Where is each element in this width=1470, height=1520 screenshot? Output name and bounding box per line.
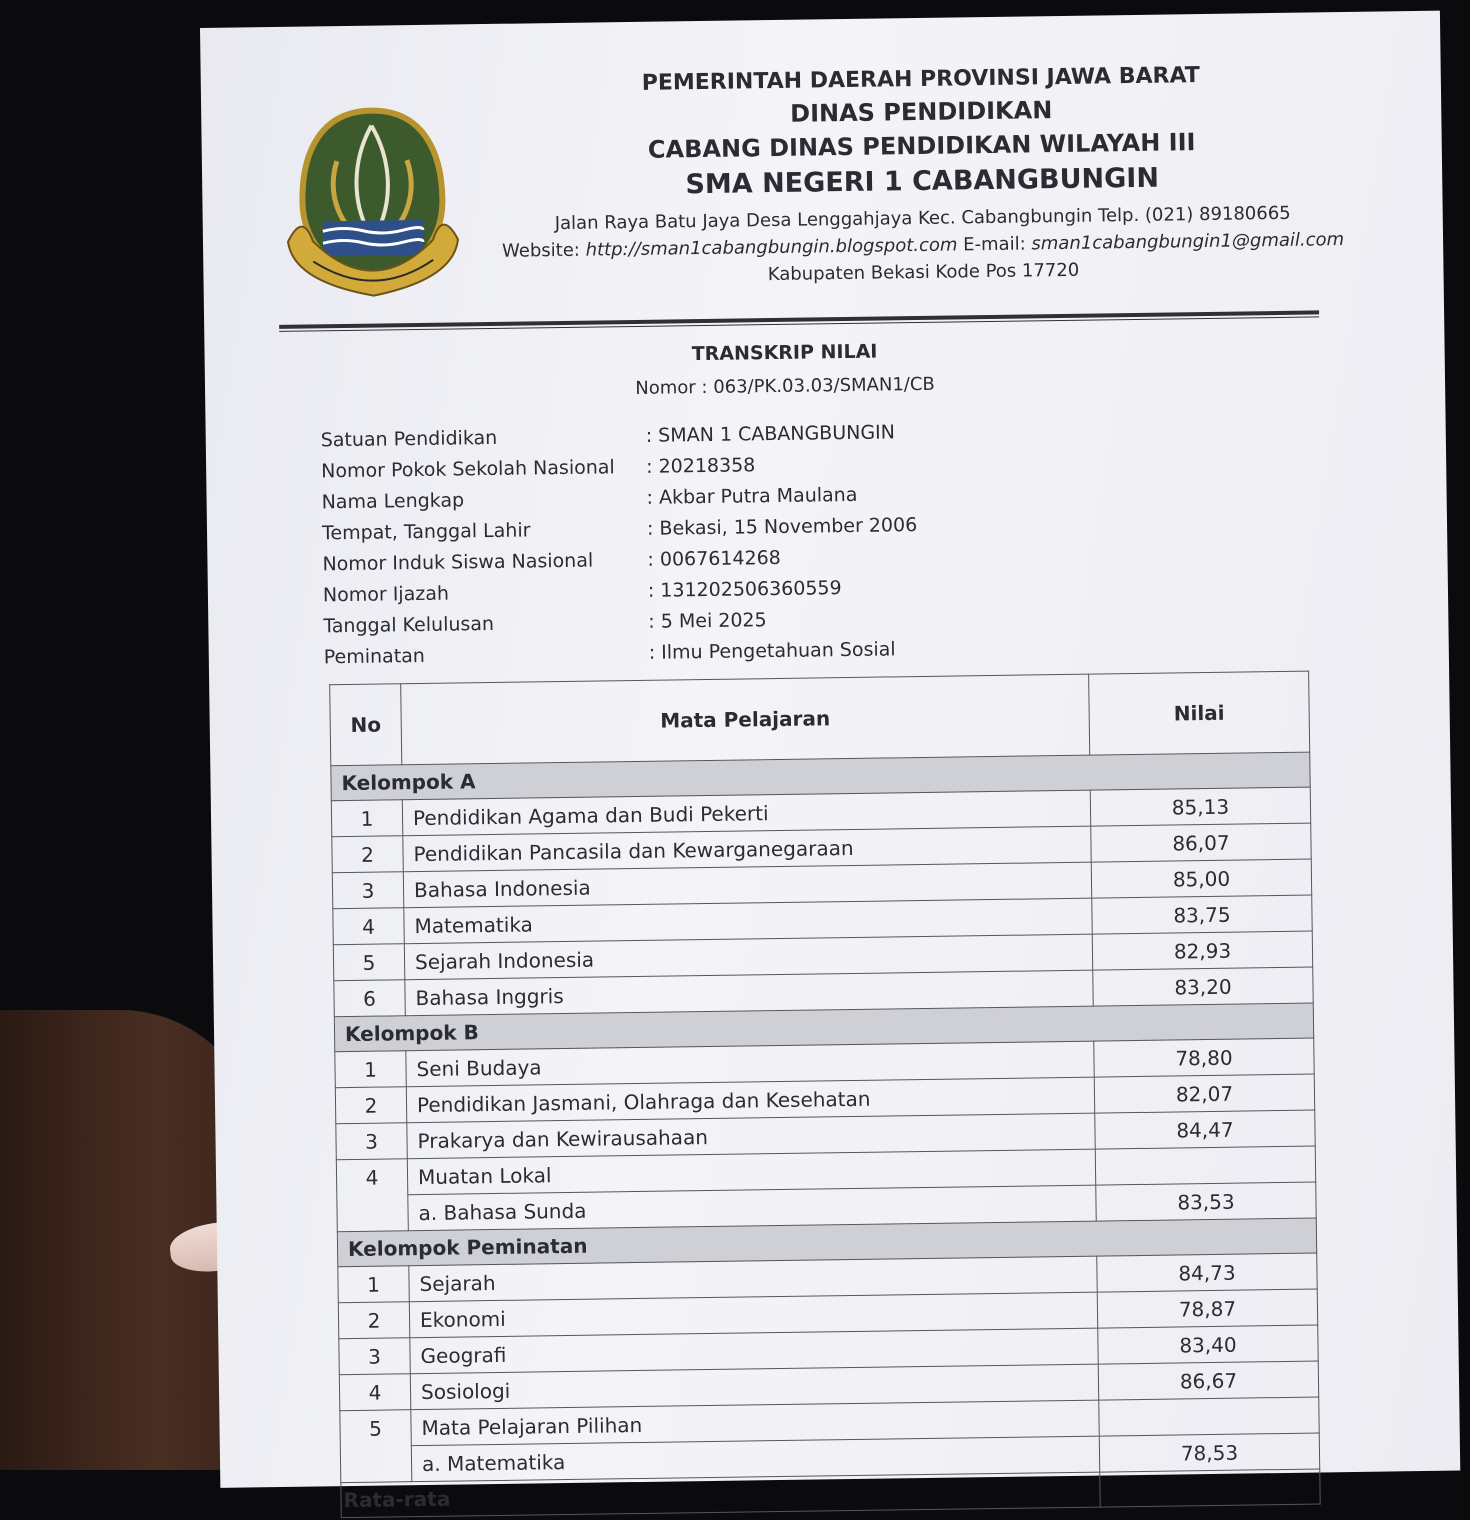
cell-subject: a. Bahasa Sunda [408, 1185, 1096, 1231]
cell-no: 1 [331, 800, 402, 837]
info-label: Nomor Pokok Sekolah Nasional [321, 455, 615, 482]
student-info [321, 412, 1224, 673]
header-grade: Nilai [1089, 671, 1310, 755]
average-label: Rata-rata [341, 1472, 1100, 1518]
document-number: Nomor : 063/PK.03.03/SMAN1/CB [635, 373, 935, 399]
cell-no: 4 [333, 908, 404, 945]
cell-grade: 86,67 [1098, 1361, 1318, 1400]
cell-grade: 83,20 [1093, 967, 1313, 1006]
cell-grade: 84,73 [1097, 1253, 1317, 1292]
cell-grade: 83,53 [1096, 1182, 1316, 1221]
cell-subject: Muatan Lokal [407, 1149, 1095, 1195]
email-link[interactable]: sman1cabangbungin1@gmail.com [1031, 229, 1345, 255]
cell-grade: 78,80 [1094, 1038, 1314, 1077]
group-title: Kelompok Peminatan [337, 1218, 1316, 1267]
cell-subject: Bahasa Indonesia [403, 862, 1091, 908]
cell-no: 2 [335, 1087, 406, 1124]
cell-grade: 86,07 [1091, 823, 1311, 862]
cell-subject: Mata Pelajaran Pilihan [411, 1400, 1099, 1446]
header-government: PEMERINTAH DAERAH PROVINSI JAWA BARAT [641, 63, 1200, 96]
cell-grade: 82,93 [1092, 931, 1312, 970]
cell-subject: Seni Budaya [406, 1041, 1094, 1087]
cell-subject: Prakarya dan Kewirausahaan [407, 1113, 1095, 1159]
header-no: No [330, 684, 402, 766]
info-value: : 131202506360559 [647, 576, 842, 602]
header-divider [279, 310, 1319, 329]
website-link[interactable]: http://sman1cabangbungin.blogspot.com [585, 234, 958, 261]
cell-subject: Sejarah [409, 1256, 1097, 1302]
header-address: Jalan Raya Batu Jaya Desa Lenggahjaya Kec. Cabangbungin Telp. (021) 89180665 [554, 202, 1291, 235]
info-label: Nomor Ijazah [322, 582, 450, 606]
info-value: : SMAN 1 CABANGBUNGIN [645, 420, 896, 447]
cell-subject: Ekonomi [409, 1292, 1097, 1338]
info-label: Nama Lengkap [321, 488, 465, 513]
cell-grade: 85,00 [1091, 859, 1311, 898]
cell-subject: Bahasa Inggris [405, 970, 1093, 1016]
header-branch: CABANG DINAS PENDIDIKAN WILAYAH III [647, 128, 1196, 164]
group-title: Kelompok A [331, 752, 1310, 801]
cell-no: 3 [339, 1338, 410, 1375]
grades-table [329, 671, 1321, 1519]
cell-grade: 83,40 [1098, 1325, 1318, 1364]
cell-grade: 78,53 [1099, 1433, 1319, 1472]
info-value: : 5 Mei 2025 [648, 608, 767, 633]
cell-grade: 78,87 [1097, 1289, 1317, 1328]
document-title: TRANSKRIP NILAI [691, 340, 878, 366]
cell-grade [1099, 1397, 1319, 1436]
cell-subject: Pendidikan Agama dan Budi Pekerti [402, 790, 1090, 836]
cell-subject: Matematika [404, 898, 1092, 944]
cell-grade: 84,47 [1095, 1110, 1315, 1149]
cell-grade: 85,13 [1090, 787, 1310, 826]
cell-no: 1 [335, 1051, 406, 1088]
cell-subject: Sosiologi [410, 1364, 1098, 1410]
info-value: : 0067614268 [647, 546, 781, 571]
info-value: : Akbar Putra Maulana [646, 483, 858, 509]
cell-subject: Sejarah Indonesia [404, 934, 1092, 980]
cell-subject: Geografi [410, 1328, 1098, 1374]
west-java-emblem-icon [281, 99, 464, 301]
info-label: Tanggal Kelulusan [323, 612, 495, 637]
cell-grade: 83,75 [1092, 895, 1312, 934]
cell-no: 4 [339, 1374, 410, 1411]
cell-no: 2 [332, 836, 403, 873]
info-value: : Ilmu Pengetahuan Sosial [648, 637, 896, 664]
info-label: Nomor Induk Siswa Nasional [322, 549, 594, 575]
cell-no: 2 [338, 1302, 409, 1339]
transcript-paper [200, 11, 1460, 1513]
average-value [1100, 1469, 1320, 1507]
cell-grade: 82,07 [1094, 1074, 1314, 1113]
cell-no: 4 [336, 1159, 408, 1232]
cell-no: 5 [333, 944, 404, 981]
info-label: Tempat, Tanggal Lahir [321, 518, 531, 544]
info-value: : 20218358 [646, 453, 756, 478]
header-address-city: Kabupaten Bekasi Kode Pos 17720 [767, 259, 1080, 286]
info-label: Peminatan [323, 644, 426, 668]
website-label: Website: [501, 239, 581, 262]
cell-no: 5 [340, 1410, 412, 1483]
header-agency: DINAS PENDIDIKAN [789, 96, 1053, 128]
cell-no: 3 [336, 1123, 407, 1160]
cell-no: 6 [334, 980, 405, 1017]
cell-subject: Pendidikan Jasmani, Olahraga dan Kesehatan [406, 1077, 1094, 1123]
email-label: E-mail: [963, 233, 1026, 256]
header-subject: Mata Pelajaran [401, 674, 1090, 765]
cell-grade [1095, 1146, 1315, 1185]
info-value: : Bekasi, 15 November 2006 [646, 513, 918, 540]
cell-no: 3 [332, 872, 403, 909]
header-school-name: SMA NEGERI 1 CABANGBUNGIN [685, 162, 1160, 201]
group-title: Kelompok B [334, 1003, 1313, 1052]
cell-subject: Pendidikan Pancasila dan Kewarganegaraan [403, 826, 1091, 872]
cell-subject: a. Matematika [411, 1436, 1099, 1482]
table-header-row [330, 671, 1310, 766]
info-label: Satuan Pendidikan [320, 426, 498, 451]
cell-no: 1 [338, 1266, 409, 1303]
